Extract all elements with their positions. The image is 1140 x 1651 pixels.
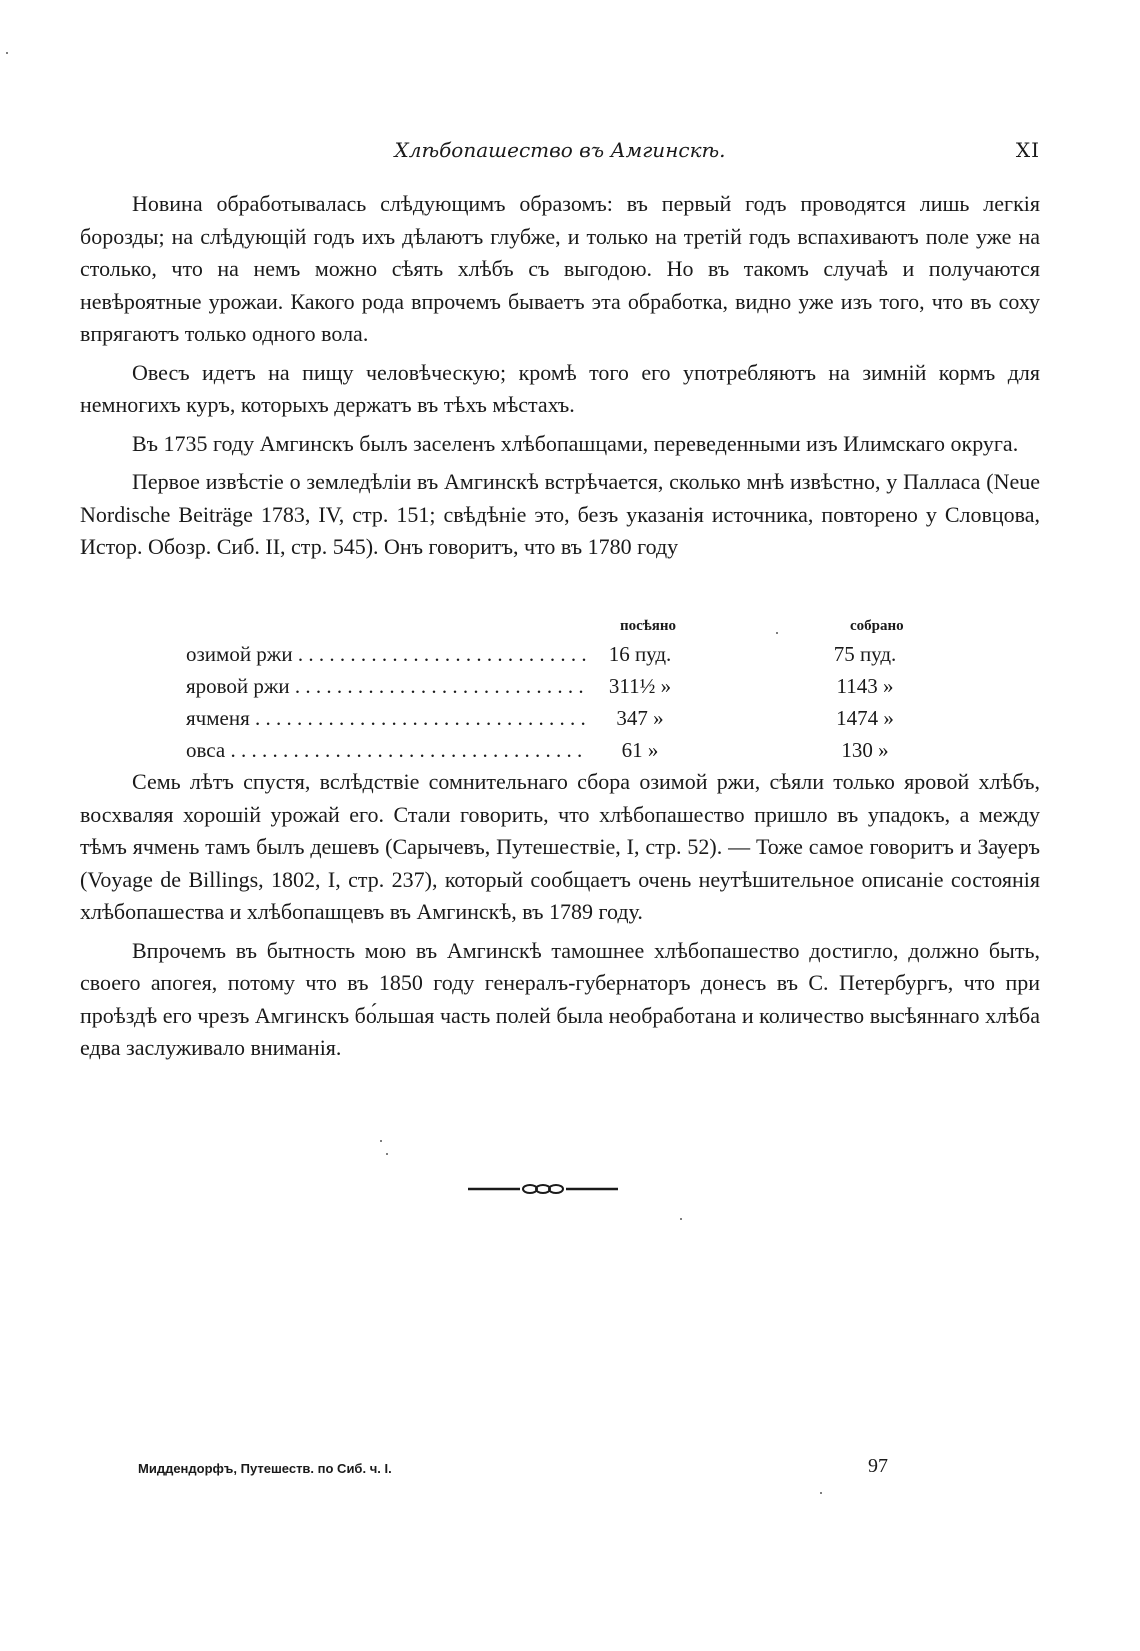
main-text [80, 188, 1040, 570]
dot-leader: . . . . . . . . . . . . . . . . . . . . . . . . . . . . [292, 642, 587, 666]
dot-leader: . . . . . . . . . . . . . . . . . . . . . . . . . . . . [289, 674, 584, 698]
paragraph: Впрочемъ въ бытность мою въ Амгинскѣ тамошнее хлѣбопашество достигло, должно быть, своего апогея, потому что въ 1850 году генералъ-губернаторъ донесъ въ С. Петербургъ, что при проѣздѣ его чрезъ Амгинскъ бо́льшая часть полей была необработана и количество высѣяннаго хлѣба едва заслуживало вниманія. [80, 937, 1040, 1060]
lower-text [80, 766, 1040, 1071]
sown-value: 311½ » [608, 674, 672, 698]
print-speck [380, 1140, 382, 1142]
table-row [80, 674, 1040, 706]
dot-leader: . . . . . . . . . . . . . . . . . . . . . . . . . . . . . . . . [249, 706, 586, 730]
crop-name: ячменя [186, 706, 250, 730]
running-head [80, 138, 1040, 168]
page-number-roman: XI [1015, 138, 1040, 162]
collected-value: 130 » [841, 738, 889, 762]
row-label [186, 642, 587, 667]
sheet-number: 97 [868, 1455, 888, 1477]
column-header-sown: посѣяно [620, 618, 677, 634]
print-speck [680, 1218, 682, 1220]
paragraph: Семь лѣтъ спустя, вслѣдствіе сомнительнаго сбора озимой ржи, сѣяли только яровой хлѣбъ, восхваляя хорошій урожай его. Стали говорить, что хлѣбопашество пришло въ упадокъ, а между тѣмъ ячмень тамъ былъ дешевъ (Сарычевъ, Путешествіе, I, стр. 52). — Тоже самое говоритъ и Зауеръ (Voyage de Billings, 1802, I, стр. 237), который сообщаетъ очень неутѣшительное описаніе состоянія хлѣбопашества и хлѣбопашцевъ въ Амгинскѣ, въ 1789 году. [80, 769, 1040, 924]
sown-value: 61 » [621, 738, 659, 762]
paragraph: Новина обработывалась слѣдующимъ образомъ: въ первый годъ проводятся лишь легкія борозды; на слѣдующій годъ ихъ дѣлаютъ глубже, и только на третій годъ вспахиваютъ поле уже на столько, что на немъ можно сѣять хлѣбъ съ выгодою. Но въ такомъ случаѣ и получаются невѣроятные урожаи. Какого рода впрочемъ бываетъ эта обработка, видно уже изъ того, что въ соху впрягаютъ только одного вола. [80, 191, 1040, 346]
column-header-collected: собрано [850, 618, 904, 634]
section-end-ornament [468, 1180, 618, 1198]
sown-value: 347 » [616, 706, 664, 730]
crop-name: яровой ржи [186, 674, 290, 698]
collected-value: 1143 » [836, 674, 894, 698]
row-label [186, 706, 586, 731]
print-speck [820, 1492, 822, 1494]
print-speck [6, 52, 8, 54]
paragraph: Въ 1735 году Амгинскъ былъ заселенъ хлѣбопашцами, переведенными изъ Илимскаго округа. [132, 430, 1019, 456]
row-label [186, 738, 583, 763]
harvest-table [80, 616, 1040, 770]
print-speck [776, 632, 778, 634]
sown-value: 16 пуд. [608, 642, 672, 666]
table-row [80, 642, 1040, 674]
dot-leader: . . . . . . . . . . . . . . . . . . . . . . . . . . . . . . . . . . [225, 738, 583, 762]
collected-value: 1474 » [836, 706, 894, 730]
crop-name: озимой ржи [186, 642, 293, 666]
collected-value: 75 пуд. [833, 642, 897, 666]
paragraph: Овесъ идетъ на пищу человѣческую; кромѣ того его употребляютъ на зимній кормъ для немногихъ куръ, которыхъ держатъ въ тѣхъ мѣстахъ. [80, 359, 1040, 417]
paragraph: Первое извѣстіе о земледѣліи въ Амгинскѣ встрѣчается, сколько мнѣ извѣстно, у Палласа (Neue Nordische Beiträge 1783, IV, стр. 151; свѣдѣніе это, безъ указанія источника, повторено у Словцова, Истор. Обозр. Сиб. II, стр. 545). Онъ говоритъ, что въ 1780 году [80, 469, 1040, 559]
print-speck [386, 1153, 388, 1155]
printer-signature: Миддендорфъ, Путешеств. по Сиб. ч. I. [138, 1461, 392, 1476]
page-footer [138, 1455, 938, 1485]
row-label [186, 674, 584, 699]
running-title: Хлѣбопашество въ Амгинскѣ. [394, 138, 726, 162]
table-header [80, 616, 1040, 642]
crop-name: овса [186, 738, 226, 762]
table-row [80, 706, 1040, 738]
